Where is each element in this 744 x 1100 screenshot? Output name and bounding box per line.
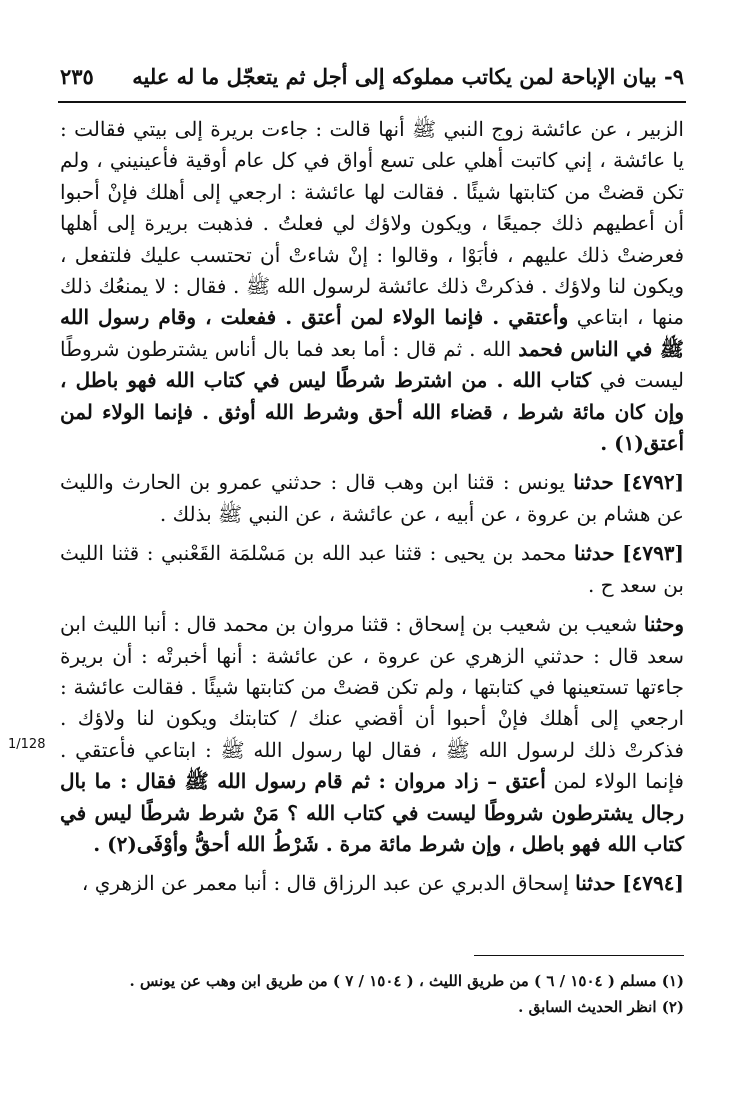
hadith-label: حدثنا [575, 871, 616, 896]
manuscript-folio-note: 1/128 [8, 737, 46, 752]
footnote-rule [474, 955, 684, 956]
hadith-4794: [٤٧٩٤] حدثنا إسحاق الدبري عن عبد الرزاق قال : أنبا معمر عن الزهري ، [81, 871, 684, 896]
hadith-number: [٤٧٩٤] [622, 871, 684, 896]
header-rule [58, 101, 686, 103]
hadith-4792: [٤٧٩٢] حدثنا يونس : قثنا ابن وهب قال : حدثني عمرو بن الحارث والليث عن هشام بن عروة ، عن أبيه ، عن عائشة ، عن النبي ﷺ بذلك . [60, 470, 685, 526]
footnote-2: (٢) انظر الحديث السابق . [518, 998, 684, 1016]
hadith-label: حدثنا [573, 470, 614, 495]
main-text [60, 114, 684, 900]
hadith-4793-second-chain: وحثنا شعيب بن شعيب بن إسحاق : قثنا مروان بن محمد قال : أنبا الليث ابن سعد قال : حدثني الزهري عن عروة ، عن عائشة : أنها أخبرتْه : أن بريرة جاءتها تستعينها في كتابتها ، ولم تكن قضتْ من كتابتها شيئًا . فقالت عائشة : ارجعي إلى أهلك فإنْ أحبوا أن أقضي عنك / كتابتك ويكون لنا ولاؤك . فذكرتْ ذلك لرسول الله ﷺ ، فقال لها رسول الله ﷺ : ابتاعي فأعتقي . فإنما الولاء لمن أعتق – زاد مروان : ثم قام رسول الله ﷺ فقال : ما بال رجال يشترطون شروطًا ليست في كتاب الله ؟ مَنْ شرط شرطًا ليس في كتاب الله فهو باطل ، وإن شرط مائة مرة . شَرْطُ الله أحقُّ وأوْفَى(٢) . [60, 612, 685, 856]
hadith-number: [٤٧٩٣] [622, 541, 685, 566]
paragraph-1: الزبير ، عن عائشة زوج النبي ﷺ أنها قالت : جاءت بريرة إلى بيتي فقالت : يا عائشة ، إني كاتبت أهلي على تسع أواق في كل عام أوقية فأعينيني ، ولم تكن قضتْ من كتابتها شيئًا . فقالت لها عائشة : ارجعي إلى أهلك فإنْ أحبوا أن أعطيهم ذلك جميعًا ، ويكون ولاؤك لي فعلتُ . فذهبت بريرة إلى أهلها فعرضتْ ذلك عليهم ، فأبَوْا ، وقالوا : إنْ شاءتْ أن تحتسب عليك فلتفعل ، ويكون لنا ولاؤك . فذكرتْ ذلك عائشة لرسول الله ﷺ . فقال : لا يمنعُك ذلك منها ، ابتاعي وأعتقي . فإنما الولاء لمن أعتق . ففعلت ، وقام رسول الله ﷺ في الناس فحمد الله . ثم قال : أما بعد فما بال أناس يشترطون شروطًا ليست في كتاب الله . من اشترط شرطًا ليس في كتاب الله فهو باطل ، وإن كان مائة شرط ، قضاء الله أحق وشرط الله أوثق . فإنما الولاء لمن أعتق(١) . [60, 117, 685, 456]
chapter-title: ٩- بيان الإباحة لمن يكاتب مملوكه إلى أجل ثم يتعجّل ما له عليه [132, 63, 684, 89]
hadith-label: وحثنا [643, 612, 684, 637]
hadith-label: حدثنا [574, 541, 615, 566]
hadith-number: [٤٧٩٢] [622, 470, 685, 495]
page-number: ٢٣٥ [60, 63, 94, 89]
hadith-4793: [٤٧٩٣] حدثنا محمد بن يحيى : قثنا عبد الله بن مَسْلمَة القَعْنبي : قثنا الليث بن سعد ح . [60, 541, 685, 597]
footnote-1: (١) مسلم ( ١٥٠٤ / ٦ ) من طريق الليث ، ( ١٥٠٤ / ٧ ) من طريق ابن وهب عن يونس . [129, 972, 684, 990]
running-header [60, 52, 684, 100]
footnotes [60, 968, 684, 1020]
